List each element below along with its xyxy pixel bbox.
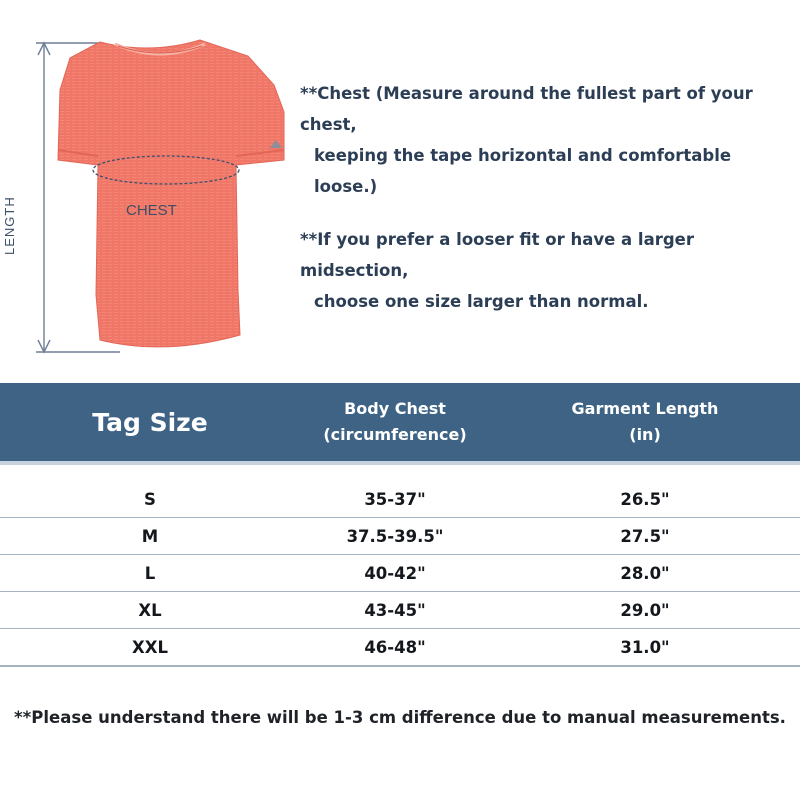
table-body <box>0 465 800 667</box>
cell-tag-size: S <box>144 489 156 509</box>
note-line: **If you prefer a looser fit or have a larger midsection, <box>300 230 694 280</box>
cell-garment-length: 28.0" <box>620 563 670 583</box>
table-row <box>0 481 800 518</box>
cell-tag-size: M <box>141 526 159 546</box>
cell-tag-size: L <box>144 563 156 583</box>
header-text: Tag Size <box>92 407 208 437</box>
chest-note <box>300 78 795 202</box>
note-line: keeping the tape horizontal and comfortable loose.) <box>314 146 732 196</box>
length-label: LENGTH <box>2 196 17 255</box>
cell-garment-length: 29.0" <box>620 600 670 620</box>
fit-note <box>300 224 795 317</box>
cell-garment-length: 27.5" <box>620 526 670 546</box>
header-text: Garment Length <box>571 399 719 418</box>
cell-body-chest: 43-45" <box>364 600 426 620</box>
header-tag-size <box>0 408 300 437</box>
cell-body-chest: 35-37" <box>364 489 426 509</box>
header-subtext: (circumference) <box>323 425 467 444</box>
table-row <box>0 555 800 592</box>
cell-tag-size: XL <box>138 600 162 620</box>
tshirt-illustration <box>0 0 300 370</box>
table-row <box>0 629 800 667</box>
note-line: choose one size larger than normal. <box>314 292 649 311</box>
header-subtext: (in) <box>629 425 661 444</box>
table-header <box>0 383 800 461</box>
note-line: **Chest (Measure around the fullest part of your chest, <box>300 84 753 134</box>
measurement-disclaimer: **Please understand there will be 1-3 cm difference due to manual measurements. <box>14 708 786 727</box>
chest-label: CHEST <box>126 202 177 219</box>
tshirt-icon <box>0 0 300 370</box>
header-text: Body Chest <box>344 399 446 418</box>
header-body-chest <box>300 396 490 448</box>
size-chart-table <box>0 383 800 667</box>
cell-tag-size: XXL <box>132 637 168 657</box>
measurement-notes <box>300 78 795 339</box>
table-row <box>0 592 800 629</box>
table-row <box>0 518 800 555</box>
header-garment-length <box>490 396 800 448</box>
cell-body-chest: 40-42" <box>364 563 426 583</box>
cell-garment-length: 31.0" <box>620 637 670 657</box>
cell-garment-length: 26.5" <box>620 489 670 509</box>
cell-body-chest: 46-48" <box>364 637 426 657</box>
cell-body-chest: 37.5-39.5" <box>346 526 444 546</box>
